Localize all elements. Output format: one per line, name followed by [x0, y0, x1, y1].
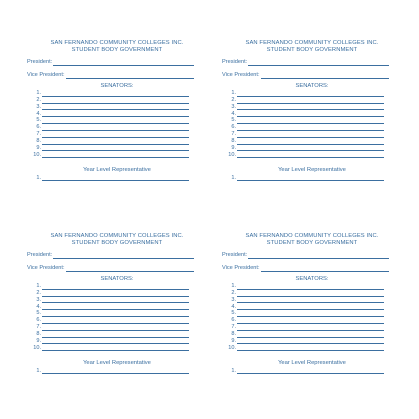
senator-number: 6. — [36, 124, 41, 131]
senator-line[interactable] — [237, 132, 384, 138]
president-label: President: — [222, 252, 248, 259]
senator-line[interactable] — [42, 318, 189, 324]
year-level-line[interactable] — [237, 175, 384, 181]
vice-president-field — [27, 72, 207, 79]
senator-number: 6. — [231, 317, 236, 324]
senator-number: 9. — [36, 144, 41, 151]
senator-number: 8. — [36, 137, 41, 144]
senator-line[interactable] — [237, 325, 384, 331]
senator-row-5 — [27, 310, 207, 317]
president-line[interactable] — [53, 253, 194, 259]
senator-row-8 — [222, 138, 402, 145]
senator-row-10 — [27, 344, 207, 351]
senator-line[interactable] — [237, 104, 384, 110]
senator-number: 10. — [33, 344, 41, 351]
senator-row-9 — [27, 145, 207, 152]
senator-number: 2. — [231, 289, 236, 296]
senator-line[interactable] — [42, 304, 189, 310]
senator-line[interactable] — [237, 98, 384, 104]
senators-list — [222, 283, 402, 351]
senator-row-3 — [222, 104, 402, 111]
year-level-list — [222, 367, 402, 374]
senator-row-7 — [222, 324, 402, 331]
vice-president-label: Vice President: — [27, 265, 65, 272]
year-level-list — [27, 174, 207, 181]
senator-number: 10. — [33, 151, 41, 158]
president-line[interactable] — [248, 253, 389, 259]
year-level-number: 1. — [231, 174, 236, 181]
senator-line[interactable] — [237, 91, 384, 97]
senators-heading: SENATORS: — [295, 82, 329, 89]
senator-line[interactable] — [42, 125, 189, 131]
senator-number: 8. — [36, 330, 41, 337]
senator-line[interactable] — [42, 145, 189, 151]
senator-number: 2. — [231, 96, 236, 103]
body-name: STUDENT BODY GOVERNMENT — [266, 47, 358, 54]
senator-line[interactable] — [42, 325, 189, 331]
ballot-form-1 — [27, 40, 207, 181]
senator-number: 5. — [231, 117, 236, 124]
year-level-number: 1. — [36, 367, 41, 374]
president-field — [222, 252, 402, 259]
vice-president-label: Vice President: — [222, 72, 260, 79]
president-line[interactable] — [248, 60, 389, 66]
senator-number: 5. — [36, 310, 41, 317]
senator-row-10 — [27, 151, 207, 158]
senator-line[interactable] — [237, 291, 384, 297]
senator-row-6 — [27, 317, 207, 324]
org-name: SAN FERNANDO COMMUNITY COLLEGES INC. — [50, 233, 184, 239]
senator-row-10 — [222, 151, 402, 158]
senator-number: 1. — [36, 283, 41, 290]
senator-row-9 — [27, 338, 207, 345]
vice-president-line[interactable] — [261, 266, 389, 272]
senators-list — [27, 90, 207, 158]
senators-heading: SENATORS: — [100, 82, 134, 89]
senator-line[interactable] — [237, 145, 384, 151]
year-level-number: 1. — [231, 367, 236, 374]
senator-line[interactable] — [42, 345, 189, 351]
senator-row-2 — [27, 97, 207, 104]
senator-row-5 — [27, 117, 207, 124]
senator-number: 2. — [36, 96, 41, 103]
senator-line[interactable] — [42, 111, 189, 117]
senator-row-7 — [222, 131, 402, 138]
senator-row-6 — [222, 124, 402, 131]
org-name: SAN FERNANDO COMMUNITY COLLEGES INC. — [245, 40, 379, 46]
senator-number: 7. — [36, 324, 41, 331]
senator-number: 2. — [36, 289, 41, 296]
year-level-heading: Year Level Representative — [83, 167, 151, 174]
year-level-heading: Year Level Representative — [83, 360, 151, 367]
senator-number: 7. — [231, 324, 236, 331]
senator-row-6 — [27, 124, 207, 131]
senator-row-2 — [222, 97, 402, 104]
org-name: SAN FERNANDO COMMUNITY COLLEGES INC. — [50, 40, 184, 46]
senator-number: 4. — [231, 303, 236, 310]
vice-president-field — [222, 72, 402, 79]
senator-number: 5. — [231, 310, 236, 317]
vice-president-line[interactable] — [261, 73, 389, 79]
senator-number: 5. — [36, 117, 41, 124]
senator-row-1 — [27, 90, 207, 97]
year-level-row-1 — [222, 174, 402, 181]
senator-number: 7. — [36, 131, 41, 138]
senator-line[interactable] — [237, 311, 384, 317]
senator-line[interactable] — [237, 345, 384, 351]
year-level-heading: Year Level Representative — [278, 360, 346, 367]
senator-row-3 — [27, 104, 207, 111]
year-level-list — [222, 174, 402, 181]
senators-list — [222, 90, 402, 158]
senator-line[interactable] — [237, 332, 384, 338]
senator-line[interactable] — [237, 338, 384, 344]
senator-line[interactable] — [42, 311, 189, 317]
senator-line[interactable] — [237, 139, 384, 145]
vice-president-field — [27, 265, 207, 272]
body-name: STUDENT BODY GOVERNMENT — [266, 240, 358, 247]
senator-line[interactable] — [42, 291, 189, 297]
senator-row-8 — [27, 138, 207, 145]
senator-number: 10. — [228, 344, 236, 351]
senator-number: 7. — [231, 131, 236, 138]
president-field — [27, 59, 207, 66]
senator-number: 4. — [36, 110, 41, 117]
org-name: SAN FERNANDO COMMUNITY COLLEGES INC. — [245, 233, 379, 239]
senator-line[interactable] — [237, 125, 384, 131]
senator-row-4 — [222, 110, 402, 117]
senator-line[interactable] — [237, 118, 384, 124]
ballot-form-2 — [222, 40, 402, 181]
senators-heading: SENATORS: — [100, 275, 134, 282]
year-level-line[interactable] — [42, 368, 189, 374]
senator-number: 8. — [231, 330, 236, 337]
senator-number: 8. — [231, 137, 236, 144]
senator-number: 6. — [36, 317, 41, 324]
senator-row-4 — [27, 110, 207, 117]
senator-number: 1. — [231, 283, 236, 290]
senator-number: 3. — [36, 103, 41, 110]
senator-number: 9. — [231, 337, 236, 344]
senator-row-4 — [27, 303, 207, 310]
senator-row-2 — [222, 290, 402, 297]
senator-number: 10. — [228, 151, 236, 158]
senator-line[interactable] — [42, 98, 189, 104]
senator-line[interactable] — [42, 297, 189, 303]
senator-line[interactable] — [42, 152, 189, 158]
vice-president-field — [222, 265, 402, 272]
senator-line[interactable] — [42, 139, 189, 145]
senators-heading: SENATORS: — [295, 275, 329, 282]
senator-line[interactable] — [42, 91, 189, 97]
senator-line[interactable] — [237, 318, 384, 324]
president-line[interactable] — [53, 60, 194, 66]
senator-row-1 — [222, 283, 402, 290]
senator-number: 4. — [231, 110, 236, 117]
body-name: STUDENT BODY GOVERNMENT — [71, 240, 163, 247]
senator-line[interactable] — [42, 132, 189, 138]
senator-row-7 — [27, 131, 207, 138]
senator-row-5 — [222, 310, 402, 317]
year-level-heading: Year Level Representative — [278, 167, 346, 174]
senator-line[interactable] — [237, 304, 384, 310]
senator-line[interactable] — [42, 284, 189, 290]
senator-line[interactable] — [237, 284, 384, 290]
president-label: President: — [27, 252, 53, 259]
senator-number: 6. — [231, 124, 236, 131]
senators-list — [27, 283, 207, 351]
senator-row-7 — [27, 324, 207, 331]
president-label: President: — [222, 59, 248, 66]
senator-row-5 — [222, 117, 402, 124]
senator-row-4 — [222, 303, 402, 310]
senator-row-1 — [27, 283, 207, 290]
vice-president-label: Vice President: — [27, 72, 65, 79]
senator-number: 3. — [231, 296, 236, 303]
senator-number: 1. — [231, 90, 236, 97]
year-level-line[interactable] — [237, 368, 384, 374]
senator-line[interactable] — [42, 118, 189, 124]
year-level-row-1 — [222, 367, 402, 374]
ballot-form-4 — [222, 233, 402, 374]
senator-line[interactable] — [237, 111, 384, 117]
year-level-number: 1. — [36, 174, 41, 181]
senator-row-8 — [27, 331, 207, 338]
senator-row-9 — [222, 338, 402, 345]
senator-row-6 — [222, 317, 402, 324]
senator-number: 4. — [36, 303, 41, 310]
year-level-row-1 — [27, 174, 207, 181]
senator-line[interactable] — [42, 332, 189, 338]
body-name: STUDENT BODY GOVERNMENT — [71, 47, 163, 54]
year-level-list — [27, 367, 207, 374]
senator-number: 9. — [36, 337, 41, 344]
vice-president-label: Vice President: — [222, 265, 260, 272]
senator-row-3 — [222, 297, 402, 304]
year-level-line[interactable] — [42, 175, 189, 181]
senator-number: 3. — [231, 103, 236, 110]
president-field — [27, 252, 207, 259]
senator-line[interactable] — [42, 338, 189, 344]
president-field — [222, 59, 402, 66]
senator-row-1 — [222, 90, 402, 97]
president-label: President: — [27, 59, 53, 66]
vice-president-line[interactable] — [66, 73, 194, 79]
senator-line[interactable] — [237, 297, 384, 303]
senator-number: 9. — [231, 144, 236, 151]
senator-number: 3. — [36, 296, 41, 303]
year-level-row-1 — [27, 367, 207, 374]
senator-row-10 — [222, 344, 402, 351]
senator-line[interactable] — [42, 104, 189, 110]
ballot-form-3 — [27, 233, 207, 374]
senator-number: 1. — [36, 90, 41, 97]
senator-line[interactable] — [237, 152, 384, 158]
senator-row-8 — [222, 331, 402, 338]
vice-president-line[interactable] — [66, 266, 194, 272]
senator-row-2 — [27, 290, 207, 297]
senator-row-3 — [27, 297, 207, 304]
senator-row-9 — [222, 145, 402, 152]
